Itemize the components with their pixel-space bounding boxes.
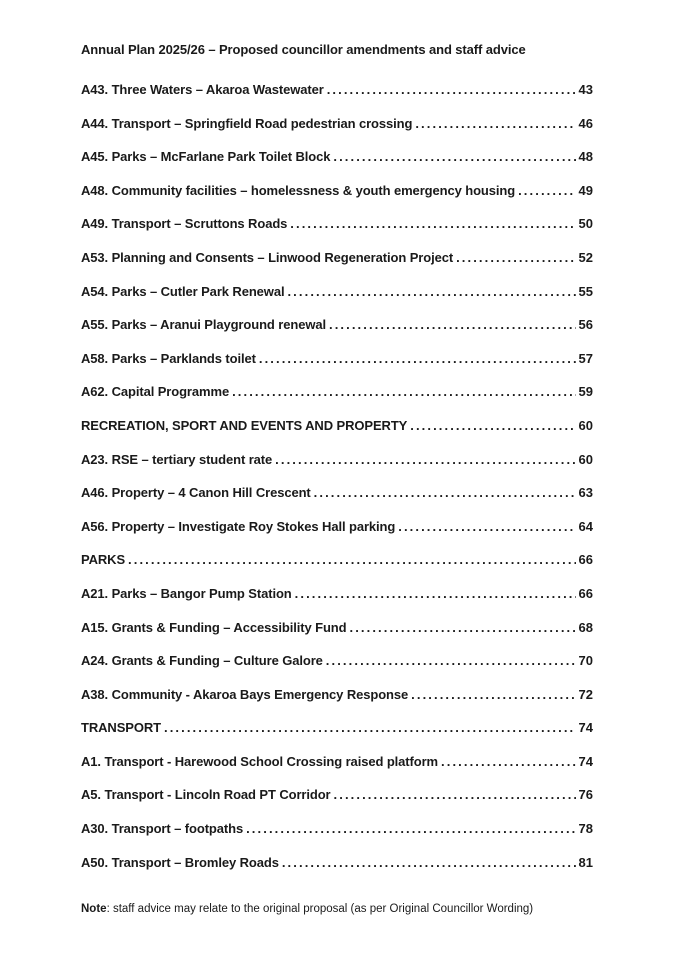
toc-leader-dots [282, 846, 576, 880]
toc-entry[interactable] [81, 778, 593, 812]
toc-leader-dots [333, 140, 575, 174]
toc-entry-page: 63 [578, 485, 593, 501]
toc-entry-page: 68 [578, 619, 593, 635]
toc-leader-dots [398, 510, 575, 544]
toc-entry[interactable] [81, 342, 593, 376]
toc-leader-dots [164, 711, 576, 745]
toc-leader-dots [327, 73, 576, 107]
toc-entry[interactable] [81, 140, 593, 174]
toc-entry-page: 66 [578, 552, 593, 568]
toc-entry[interactable] [81, 644, 593, 678]
toc-entry-title: A5. Transport - Lincoln Road PT Corridor [81, 787, 331, 803]
toc-entry-title: A21. Parks – Bangor Pump Station [81, 585, 292, 601]
toc-leader-dots [314, 476, 576, 510]
toc-entry-page: 60 [578, 417, 593, 433]
toc-entry-page: 48 [578, 149, 593, 165]
toc-entry-page: 70 [578, 653, 593, 669]
toc-entry[interactable] [81, 476, 593, 510]
toc-entry-title: A48. Community facilities – homelessness & youth emergency housing [81, 182, 516, 198]
toc-entry[interactable] [81, 443, 593, 477]
toc-entry[interactable] [81, 812, 593, 846]
toc-entry[interactable] [81, 611, 593, 645]
toc-entry-title: A62. Capital Programme [81, 384, 230, 400]
toc-entry-title: A45. Parks – McFarlane Park Toilet Block [81, 149, 331, 165]
toc-entry-page: 49 [578, 182, 593, 198]
table-of-contents [81, 73, 593, 879]
toc-leader-dots [411, 678, 575, 712]
toc-entry-title: A38. Community - Akaroa Bays Emergency Response [81, 686, 409, 702]
toc-entry-page: 66 [578, 585, 593, 601]
toc-entry[interactable] [81, 375, 593, 409]
toc-leader-dots [518, 174, 575, 208]
page-content [81, 42, 593, 879]
toc-entry[interactable] [81, 174, 593, 208]
toc-entry-page: 57 [578, 350, 593, 366]
toc-entry-title: A54. Parks – Cutler Park Renewal [81, 283, 285, 299]
toc-leader-dots [415, 107, 575, 141]
toc-entry-page: 76 [578, 787, 593, 803]
toc-leader-dots [326, 644, 576, 678]
toc-leader-dots [246, 812, 575, 846]
footnote-label: Note [81, 903, 107, 915]
toc-entry-title: A15. Grants & Funding – Accessibility Fund [81, 619, 347, 635]
toc-entry[interactable] [81, 207, 593, 241]
toc-entry[interactable] [81, 275, 593, 309]
toc-leader-dots [456, 241, 575, 275]
toc-leader-dots [349, 611, 575, 645]
toc-entry[interactable] [81, 308, 593, 342]
toc-entry[interactable] [81, 510, 593, 544]
toc-entry-title: A23. RSE – tertiary student rate [81, 451, 273, 467]
toc-entry-page: 59 [578, 384, 593, 400]
toc-entry[interactable] [81, 409, 593, 443]
toc-entry-title: A46. Property – 4 Canon Hill Crescent [81, 485, 311, 501]
toc-leader-dots [329, 308, 576, 342]
toc-leader-dots [287, 275, 575, 309]
toc-entry-title: A55. Parks – Aranui Playground renewal [81, 317, 326, 333]
toc-entry-page: 46 [578, 115, 593, 131]
toc-entry-title: A50. Transport – Bromley Roads [81, 854, 279, 870]
toc-entry-page: 56 [578, 317, 593, 333]
toc-entry[interactable] [81, 543, 593, 577]
toc-entry-title: A30. Transport – footpaths [81, 821, 244, 837]
toc-entry[interactable] [81, 73, 593, 107]
toc-leader-dots [334, 778, 576, 812]
toc-entry-page: 78 [578, 821, 593, 837]
footnote [81, 902, 533, 916]
toc-entry-title: PARKS [81, 552, 126, 568]
toc-leader-dots [290, 207, 575, 241]
toc-entry-title: A58. Parks – Parklands toilet [81, 350, 256, 366]
toc-leader-dots [295, 577, 576, 611]
toc-leader-dots [441, 745, 576, 779]
toc-entry[interactable] [81, 241, 593, 275]
toc-entry[interactable] [81, 577, 593, 611]
toc-entry-page: 74 [578, 720, 593, 736]
toc-entry-page: 72 [578, 686, 593, 702]
toc-entry-title: A24. Grants & Funding – Culture Galore [81, 653, 323, 669]
toc-entry[interactable] [81, 711, 593, 745]
toc-entry-page: 43 [578, 82, 593, 97]
footnote-text: : staff advice may relate to the original proposal (as per Original Councillor Wording) [106, 903, 534, 915]
toc-entry-page: 60 [578, 451, 593, 467]
toc-leader-dots [410, 409, 575, 443]
toc-leader-dots [259, 342, 576, 376]
toc-entry-page: 52 [578, 249, 593, 265]
toc-leader-dots [275, 443, 575, 477]
toc-entry-title: A44. Transport – Springfield Road pedestrian crossing [81, 115, 413, 131]
toc-entry-title: A43. Three Waters – Akaroa Wastewater [81, 82, 324, 97]
toc-entry-page: 81 [578, 854, 593, 870]
toc-leader-dots [232, 375, 575, 409]
page-title: Annual Plan 2025/26 – Proposed councillor amendments and staff advice [81, 42, 526, 57]
toc-entry-page: 74 [578, 753, 593, 769]
toc-entry-title: A49. Transport – Scruttons Roads [81, 216, 288, 232]
toc-entry-title: A1. Transport - Harewood School Crossing raised platform [81, 753, 439, 769]
toc-entry-title: TRANSPORT [81, 720, 161, 736]
toc-entry-title: A56. Property – Investigate Roy Stokes Hall parking [81, 518, 396, 534]
toc-entry-page: 64 [578, 518, 593, 534]
toc-entry[interactable] [81, 678, 593, 712]
toc-entry[interactable] [81, 745, 593, 779]
toc-entry[interactable] [81, 846, 593, 880]
toc-entry-title: A53. Planning and Consents – Linwood Regeneration Project [81, 249, 454, 265]
toc-leader-dots [128, 543, 575, 577]
toc-entry-page: 55 [578, 283, 593, 299]
toc-entry-title: RECREATION, SPORT AND EVENTS AND PROPERTY [81, 417, 408, 433]
toc-entry-page: 50 [578, 216, 593, 232]
toc-entry[interactable] [81, 107, 593, 141]
